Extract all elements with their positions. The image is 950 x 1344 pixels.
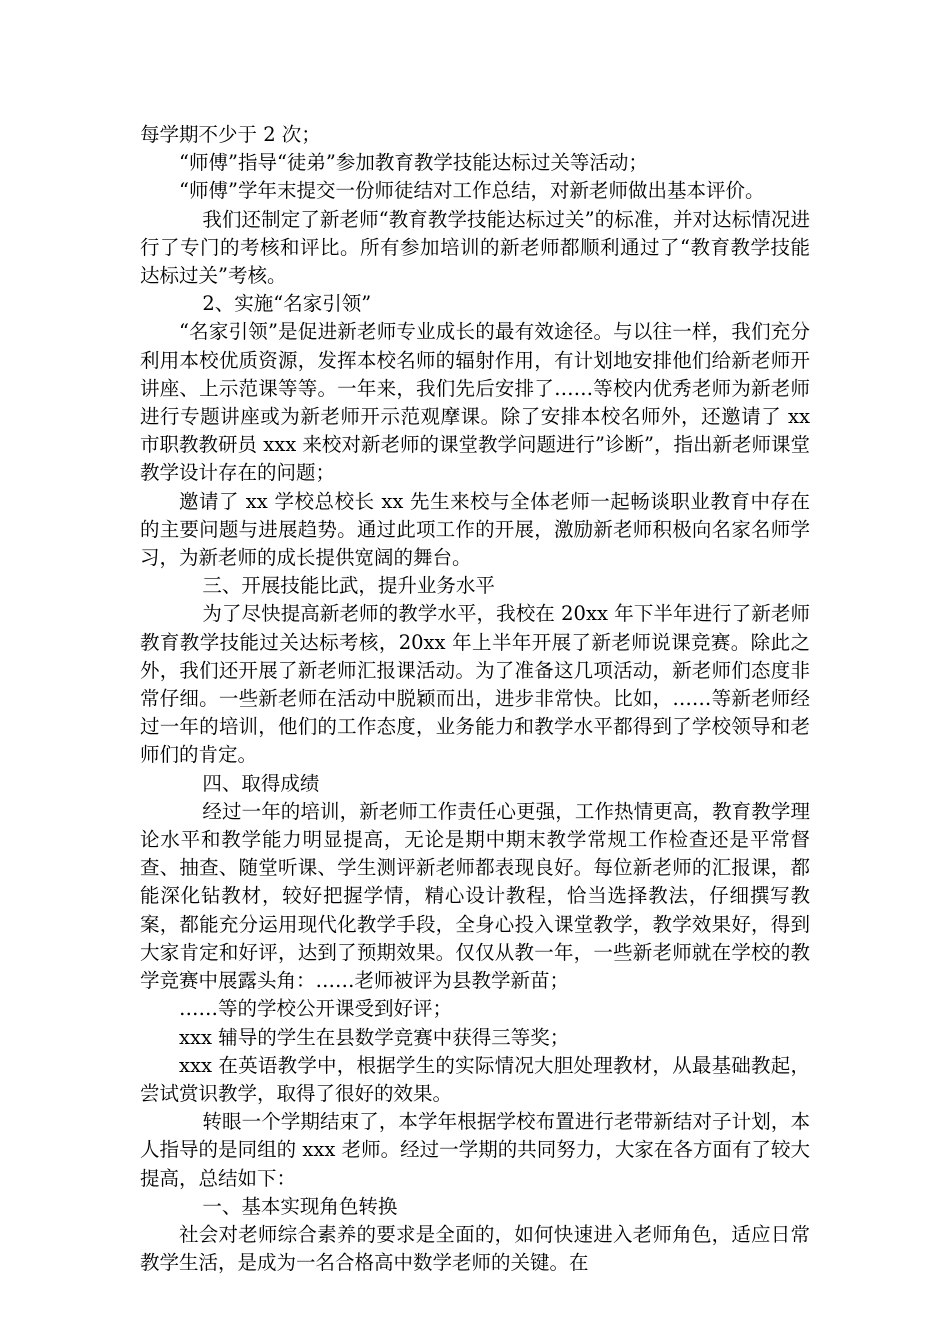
section-heading-1: 一、基本实现角色转换 [202,1194,398,1218]
paragraph-3: “师傅”学年末提交一份师徒结对工作总结，对新老师做出基本评价。 [179,179,765,203]
paragraph-13: xxx 辅导的学生在县数学竞赛中获得三等奖； [179,1025,570,1049]
section-heading-2: 2、实施“名家引领” [202,292,372,316]
section-heading-3: 三、开展技能比武，提升业务水平 [202,574,495,598]
paragraph-1: 每学期不少于 2 次； [140,123,321,146]
paragraph-7: 邀请了 xx 学校总校长 xx 先生来校与全体老师一起畅谈职业教育中存在的主要问题与进展趋势。通过此项工作的开展，激励新老师积极向名家名师学习，为新老师的成长提供宽阔的舞台。 [140,489,810,570]
paragraph-15: 转眼一个学期结束了，本学年根据学校布置进行老带新结对子计划，本人指导的是同组的 xxx 老师。经过一学期的共同努力，大家在各方面有了较大提高，总结如下： [140,1110,810,1190]
paragraph-14: xxx 在英语教学中，根据学生的实际情况大胆处理教材，从最基础教起，尝试赏识教学，取得了很好的效果。 [140,1053,810,1105]
document-page [140,121,810,1277]
section-heading-4: 四、取得成绩 [202,771,320,795]
paragraph-9: 为了尽快提高新老师的教学水平，我校在 20xx 年下半年进行了新老师教育教学技能过关达标考核，20xx 年上半年开展了新老师说课竞赛。除此之外，我们还开展了新老师汇报课活动。为了准备这几项活动，新老师们态度非常仔细。一些新老师在活动中脱颖而出，进步非常快。比如，……等新老师经过一年的培训，他们的工作态度，业务能力和教学水平都得到了学校领导和老师们的肯定。 [140,602,810,767]
paragraph-11: 经过一年的培训，新老师工作责任心更强，工作热情更高，教育教学理论水平和教学能力明显提高，无论是期中期末教学常规工作检查还是平常督查、抽查、随堂听课、学生测评新老师都表现良好。每位新老师的汇报课，都能深化钻教材，较好把握学情，精心设计教程，恰当选择教法，仔细撰写教案，都能充分运用现代化教学手段，全身心投入课堂教学，教学效果好，得到大家肯定和好评，达到了预期效果。仅仅从教一年，一些新老师就在学校的教学竞赛中展露头角：……老师被评为县教学新苗； [140,799,810,993]
paragraph-2: “师傅”指导“徒弟”参加教育教学技能达标过关等活动； [179,151,648,175]
paragraph-6: “名家引领”是促进新老师专业成长的最有效途径。与以往一样，我们充分利用本校优质资源，发挥本校名师的辐射作用，有计划地安排他们给新老师开讲座、上示范课等等。一年来，我们先后安排了……等校内优秀老师为新老师进行专题讲座或为新老师开示范观摩课。除了安排本校名师外，还邀请了 xx 市职教教研员 xxx 来校对新老师的课堂教学问题进行”诊断”，指出新老师课堂教学设计存在的问题； [140,320,810,485]
paragraph-4: 我们还制定了新老师“教育教学技能达标过关”的标准，并对达标情况进行了专门的考核和评比。所有参加培训的新老师都顺利通过了“教育教学技能达标过关”考核。 [140,207,810,288]
paragraph-12: ……等的学校公开课受到好评； [179,997,453,1021]
paragraph-17: 社会对老师综合素养的要求是全面的，如何快速进入老师角色，适应日常教学生活，是成为一名合格高中数学老师的关键。在 [140,1222,810,1275]
